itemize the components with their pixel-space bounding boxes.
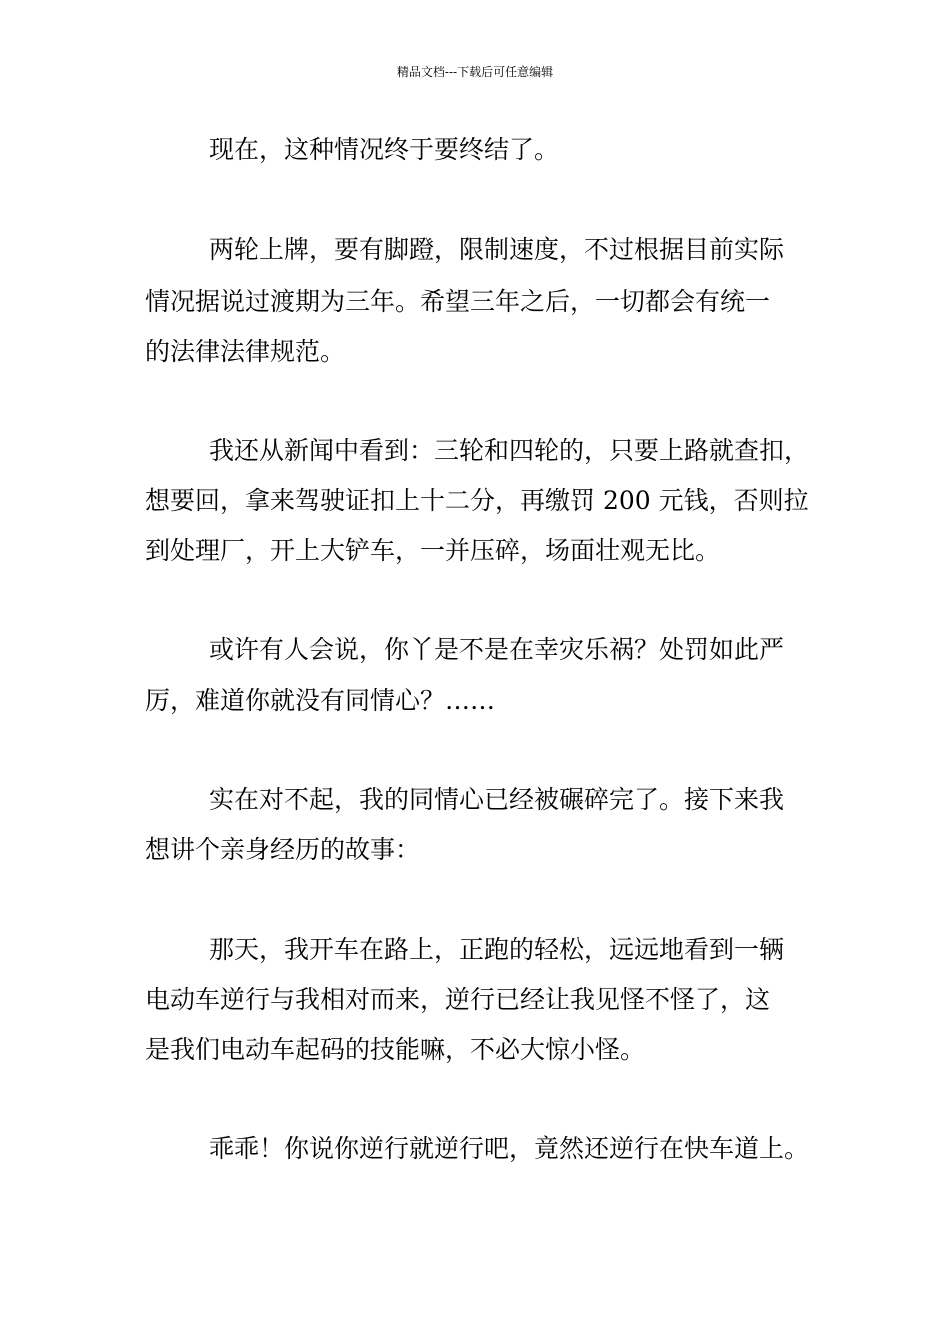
paragraph-3-line-3: 到处理厂，开上大铲车，一并压碎，场面壮观无比。 bbox=[145, 536, 721, 565]
page-header: 精品文档---下载后可任意编辑 bbox=[396, 65, 554, 79]
paragraph-6-line-3: 是我们电动车起码的技能嘛，不必大惊小怪。 bbox=[145, 1035, 646, 1064]
paragraph-2-line-2: 情况据说过渡期为三年。希望三年之后，一切都会有统一 bbox=[145, 287, 771, 316]
paragraph-1-line-1: 现在，这种情况终于要终结了。 bbox=[209, 135, 560, 164]
paragraph-3-line-2: 想要回，拿来驾驶证扣上十二分，再缴罚 200 元钱，否则拉 bbox=[145, 486, 809, 515]
paragraph-4-line-1: 或许有人会说，你丫是不是在幸灾乐祸？处罚如此严 bbox=[209, 635, 785, 664]
paragraph-3-line-1: 我还从新闻中看到：三轮和四轮的，只要上路就查扣， bbox=[209, 436, 810, 465]
paragraph-7-line-1: 乖乖！你说你逆行就逆行吧，竟然还逆行在快车道上。 bbox=[209, 1134, 810, 1163]
paragraph-5-line-2: 想讲个亲身经历的故事： bbox=[145, 835, 421, 864]
paragraph-2-line-1: 两轮上牌，要有脚蹬，限制速度，不过根据目前实际 bbox=[209, 235, 785, 264]
paragraph-4-line-2: 厉，难道你就没有同情心？…… bbox=[145, 686, 496, 715]
paragraph-5-line-1: 实在对不起，我的同情心已经被碾碎完了。接下来我 bbox=[209, 785, 785, 814]
paragraph-6-line-1: 那天，我开车在路上，正跑的轻松，远远地看到一辆 bbox=[209, 935, 785, 964]
paragraph-2-line-3: 的法律法律规范。 bbox=[145, 337, 346, 366]
paragraph-6-line-2: 电动车逆行与我相对而来，逆行已经让我见怪不怪了，这 bbox=[145, 985, 771, 1014]
